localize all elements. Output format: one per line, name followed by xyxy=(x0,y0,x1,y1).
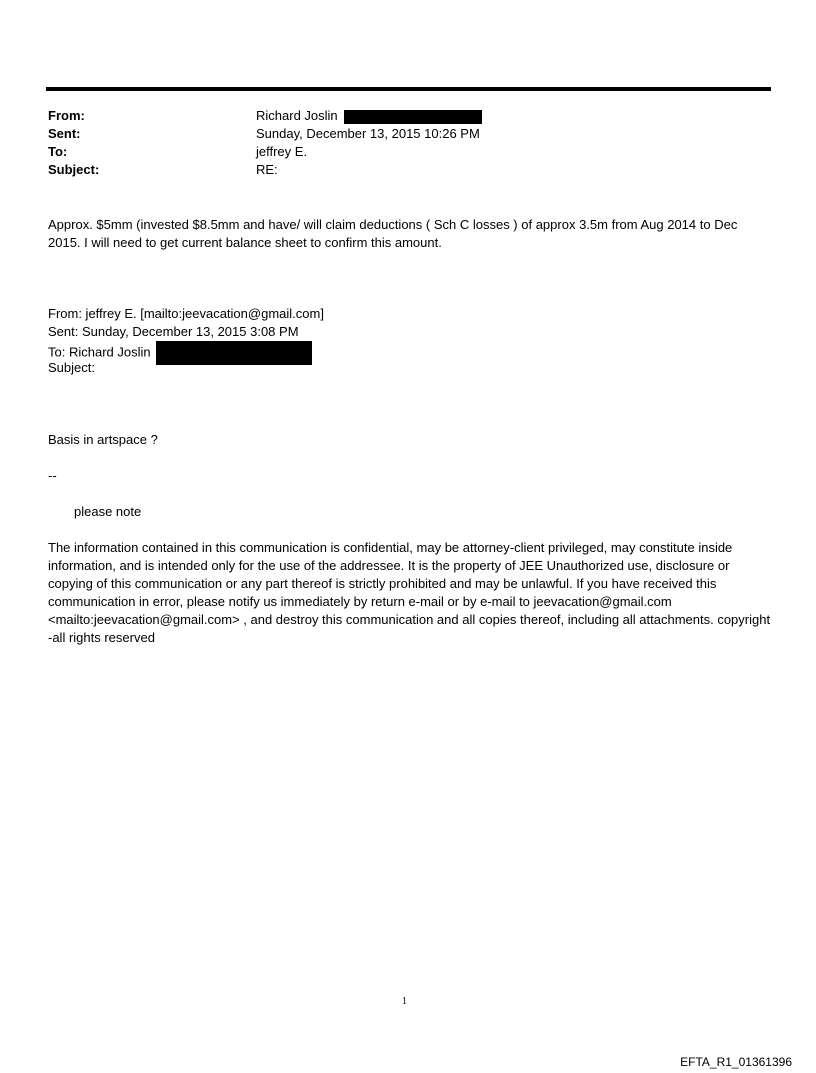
to-value: jeffrey E. xyxy=(256,144,308,159)
reply-body: Approx. $5mm (invested $8.5mm and have/ will claim deductions ( Sch C losses ) of approx 3.5m from Aug 2014 to Dec 2015. I will need to get current balance sheet to confirm this amount. xyxy=(48,217,738,250)
page-number: 1 xyxy=(402,996,407,1007)
bates-number: EFTA_R1_01361396 xyxy=(680,1055,792,1069)
from-value xyxy=(256,107,482,125)
sent-label: Sent: xyxy=(48,126,81,141)
sent-value: Sunday, December 13, 2015 10:26 PM xyxy=(256,126,480,141)
please-note: please note xyxy=(74,504,142,519)
quoted-sent-line: Sent: Sunday, December 13, 2015 3:08 PM xyxy=(48,324,299,339)
disclaimer-text: The information contained in this communication is confidential, may be attorney-client privileged, may constitute inside information, and is intended only for the use of the addressee. It is the property of JEE Unauthorized use, disclosure or copying of this communication or any part thereof is strictly prohibited and may be unlawful. If you have received this communication in error, please notify us immediately by return e-mail or by e-mail to jeevacation@gmail.com <mailto:jeevacation@gmail.com> , and destroy this communication and all copies thereof, including all attachments. copyright -all rights reserved xyxy=(48,540,771,645)
signature-separator: -- xyxy=(48,468,57,483)
to-label: To: xyxy=(48,144,68,159)
from-label: From: xyxy=(48,108,85,123)
from-name: Richard Joslin xyxy=(256,108,338,123)
quoted-subject-line: Subject: xyxy=(48,360,95,375)
quoted-question: Basis in artspace ? xyxy=(48,432,158,447)
redaction-box xyxy=(156,341,312,365)
subject-label: Subject: xyxy=(48,162,100,177)
redaction-box xyxy=(344,110,482,124)
header-rule xyxy=(46,87,771,91)
subject-value: RE: xyxy=(256,162,278,177)
quoted-from-line: From: jeffrey E. [mailto:jeevacation@gmail.com] xyxy=(48,306,324,321)
quoted-to-text: To: Richard Joslin xyxy=(48,344,151,360)
